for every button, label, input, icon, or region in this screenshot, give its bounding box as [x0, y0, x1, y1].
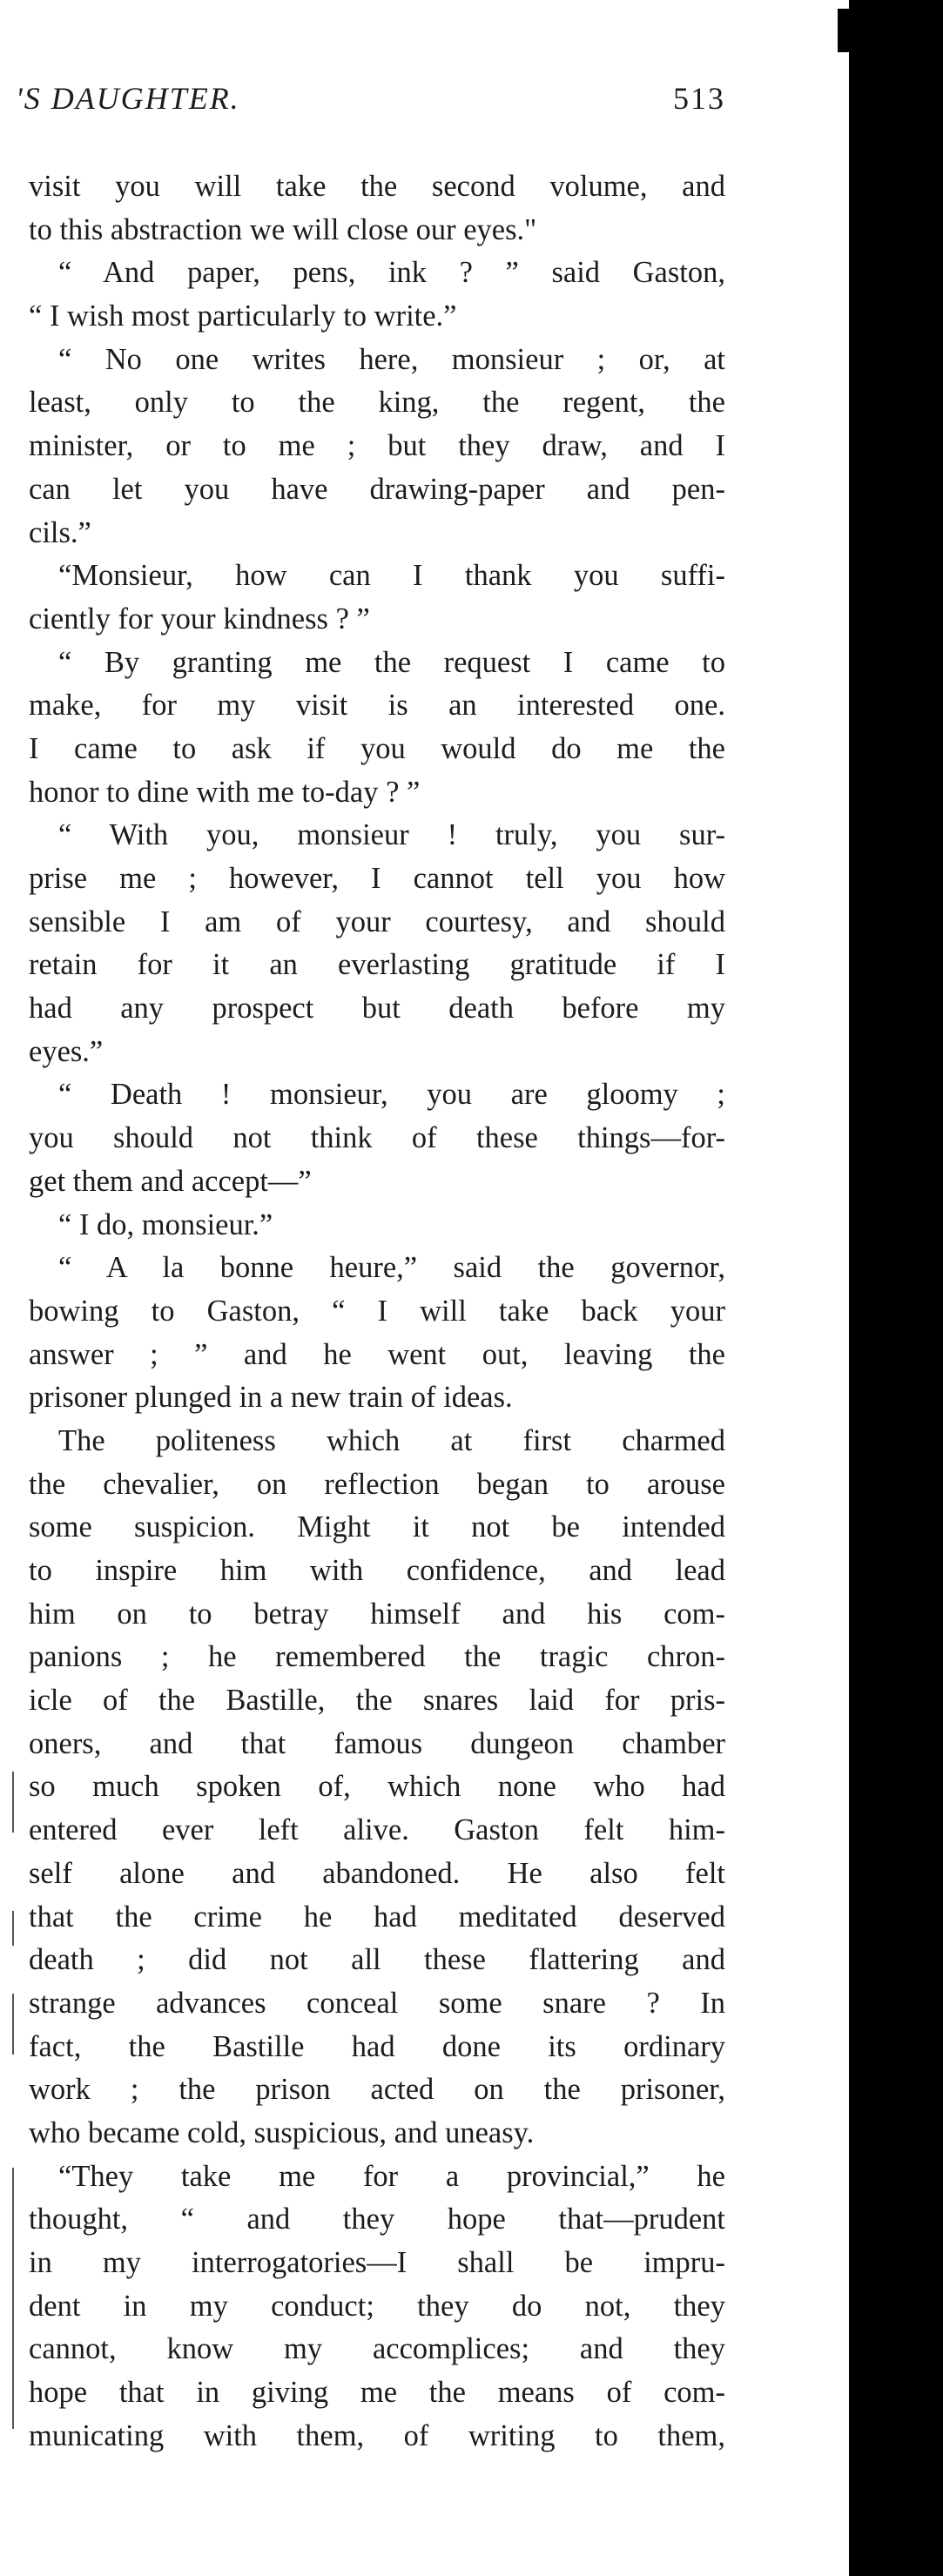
text-line: The politeness which at first charmed — [58, 1423, 725, 1457]
text-line: cannot, know my accomplices; and they — [29, 2332, 725, 2366]
text-line: retain for it an everlasting gratitude if I — [29, 948, 725, 982]
text-line: “ By granting me the request I came to — [58, 645, 725, 679]
text-line: “They take me for a provincial,” he — [58, 2159, 725, 2193]
margin-mark — [12, 2168, 14, 2429]
text-line: honor to dine with me to-day ? ” — [29, 775, 421, 809]
text-line: fact, the Bastille had done its ordinary — [29, 2029, 725, 2063]
text-line: get them and accept—” — [29, 1164, 312, 1198]
text-line: I came to ask if you would do me the — [29, 731, 725, 765]
text-line: had any prospect but death before my — [29, 992, 725, 1026]
text-line: bowing to Gaston, “ I will take back your — [29, 1294, 725, 1328]
margin-mark — [12, 1772, 14, 1833]
text-line: self alone and abandoned. He also felt — [29, 1856, 725, 1890]
text-line: to inspire him with confidence, and lead — [29, 1554, 725, 1587]
text-line: him on to betray himself and his com- — [29, 1597, 725, 1631]
text-line: “ With you, monsieur ! truly, you sur- — [58, 818, 725, 852]
text-line: can let you have drawing-paper and pen- — [29, 472, 725, 506]
body-text — [29, 165, 725, 2458]
text-line: cils.” — [29, 515, 91, 549]
text-line: you should not think of these things—for- — [29, 1121, 725, 1155]
text-line: answer ; ” and he went out, leaving the — [29, 1337, 725, 1371]
text-line: oners, and that famous dungeon chamber — [29, 1726, 725, 1760]
text-line: prisoner plunged in a new train of ideas. — [29, 1381, 513, 1415]
text-line: municating with them, of writing to them, — [29, 2418, 725, 2452]
text-line: some suspicion. Might it not be intended — [29, 1510, 725, 1544]
text-line: “ I wish most particularly to write.” — [29, 299, 457, 333]
text-line: ciently for your kindness ? ” — [29, 602, 370, 636]
text-line: “Monsieur, how can I thank you suffi- — [58, 559, 725, 593]
text-line: minister, or to me ; but they draw, and I — [29, 429, 725, 463]
text-line: so much spoken of, which none who had — [29, 1770, 725, 1804]
text-line: that the crime he had meditated deserved — [29, 1900, 725, 1934]
text-line: sensible I am of your courtesy, and should — [29, 905, 725, 938]
text-line: “ And paper, pens, ink ? ” said Gaston, — [58, 256, 725, 290]
text-line: the chevalier, on reflection began to arouse — [29, 1467, 725, 1501]
text-line: make, for my visit is an interested one. — [29, 689, 725, 723]
text-line: work ; the prison acted on the prisoner, — [29, 2073, 725, 2107]
text-line: strange advances conceal some snare ? In — [29, 1986, 725, 2020]
text-line: “ Death ! monsieur, you are gloomy ; — [58, 1078, 725, 1112]
text-line: thought, “ and they hope that—prudent — [29, 2203, 725, 2236]
text-line: “ No one writes here, monsieur ; or, at — [58, 342, 725, 376]
text-line: hope that in giving me the means of com- — [29, 2376, 725, 2410]
text-line: who became cold, suspicious, and uneasy. — [29, 2115, 535, 2149]
text-line: least, only to the king, the regent, the — [29, 386, 725, 420]
page-number: 513 — [673, 81, 725, 116]
margin-mark — [12, 1911, 14, 1946]
running-title: 'S DAUGHTER. — [16, 81, 240, 116]
text-line: panions ; he remembered the tragic chron- — [29, 1640, 725, 1674]
text-line: prise me ; however, I cannot tell you how — [29, 862, 725, 895]
text-line: eyes.” — [29, 1034, 104, 1068]
text-line: to this abstraction we will close our eyes." — [29, 212, 537, 246]
text-line: in my interrogatories—I shall be impru- — [29, 2246, 725, 2279]
margin-mark — [12, 1994, 14, 2055]
text-line: icle of the Bastille, the snares laid for pris- — [29, 1684, 725, 1718]
text-line: visit you will take the second volume, and — [29, 170, 725, 203]
text-line: “ A la bonne heure,” said the governor, — [58, 1251, 725, 1285]
text-line: death ; did not all these flattering and — [29, 1943, 725, 1977]
text-line: dent in my conduct; they do not, they — [29, 2289, 725, 2323]
running-head — [16, 80, 725, 124]
text-line: “ I do, monsieur.” — [58, 1207, 273, 1241]
book-spine-shadow — [849, 0, 943, 2576]
text-line: entered ever left alive. Gaston felt him- — [29, 1813, 725, 1847]
